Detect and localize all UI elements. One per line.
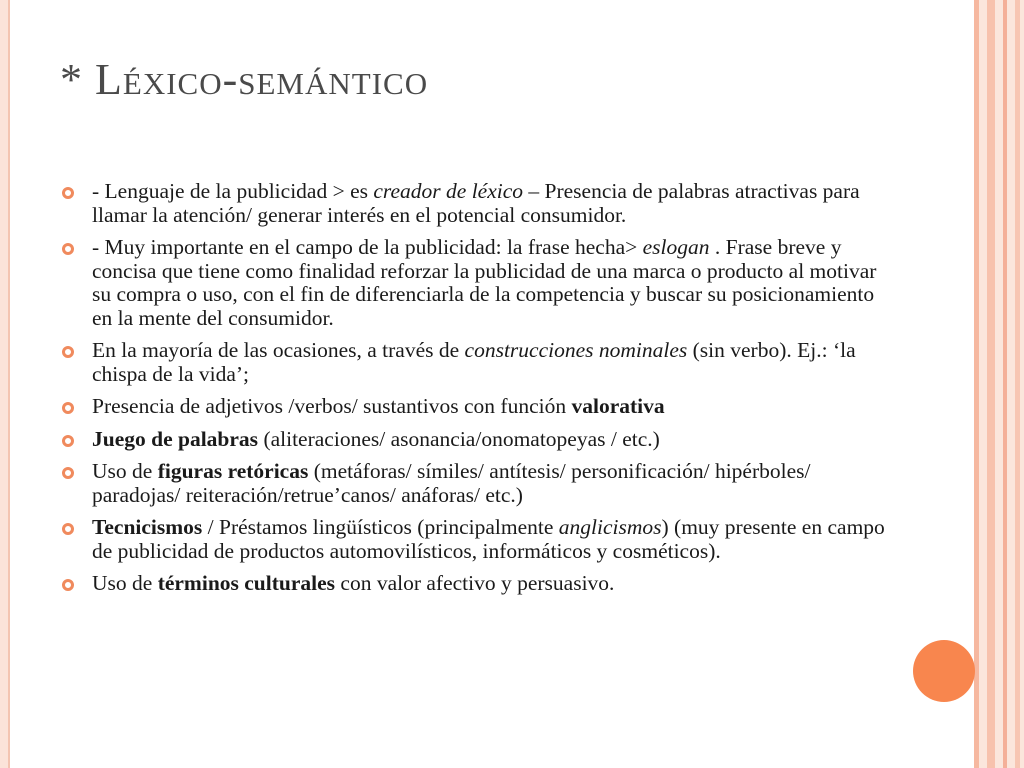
- bullet-ring-icon: [62, 243, 74, 255]
- list-item: Tecnicismos / Préstamos lingüísticos (principalmente anglicismos) (muy presente en campo de publicidad de productos automovilísticos, informáticos y cosméticos).: [62, 516, 892, 563]
- list-item: - Lenguaje de la publicidad > es creador de léxico – Presencia de palabras atractivas para llamar la atención/ generar interés en el potencial consumidor.: [62, 180, 892, 227]
- list-item: Presencia de adjetivos /verbos/ sustantivos con función valorativa: [62, 395, 892, 419]
- decorative-circle: [913, 640, 975, 702]
- decorative-stripe: [974, 0, 979, 768]
- bullet-list: [62, 180, 892, 605]
- list-item: En la mayoría de las ocasiones, a través de construcciones nominales (sin verbo). Ej.: ‘la chispa de la vida’;: [62, 339, 892, 386]
- slide-title: [60, 54, 428, 105]
- bullet-ring-icon: [62, 187, 74, 199]
- bullet-ring-icon: [62, 435, 74, 447]
- bullet-ring-icon: [62, 579, 74, 591]
- bullet-ring-icon: [62, 523, 74, 535]
- decorative-stripe: [1003, 0, 1007, 768]
- list-item: Uso de términos culturales con valor afectivo y persuasivo.: [62, 572, 892, 596]
- bullet-ring-icon: [62, 402, 74, 414]
- bullet-ring-icon: [62, 467, 74, 479]
- title-rest: éxico-semántico: [122, 55, 429, 104]
- list-item: - Muy importante en el campo de la publicidad: la frase hecha> eslogan . Frase breve y concisa que tiene como finalidad reforzar la publicidad de una marca o producto al motivar su compra o uso, con el fin de diferenciarla de la competencia y buscar su posicionamiento en la mente del consumidor.: [62, 236, 892, 330]
- decorative-stripe: [1015, 0, 1020, 768]
- title-prefix: * L: [60, 55, 123, 104]
- left-frame-border: [0, 0, 10, 768]
- decorative-stripe: [987, 0, 995, 768]
- list-item: Juego de palabras (aliteraciones/ asonancia/onomatopeyas / etc.): [62, 428, 892, 452]
- bullet-ring-icon: [62, 346, 74, 358]
- list-item: Uso de figuras retóricas (metáforas/ símiles/ antítesis/ personificación/ hipérboles/ paradojas/ reiteración/retrue’canos/ anáforas/ etc.): [62, 460, 892, 507]
